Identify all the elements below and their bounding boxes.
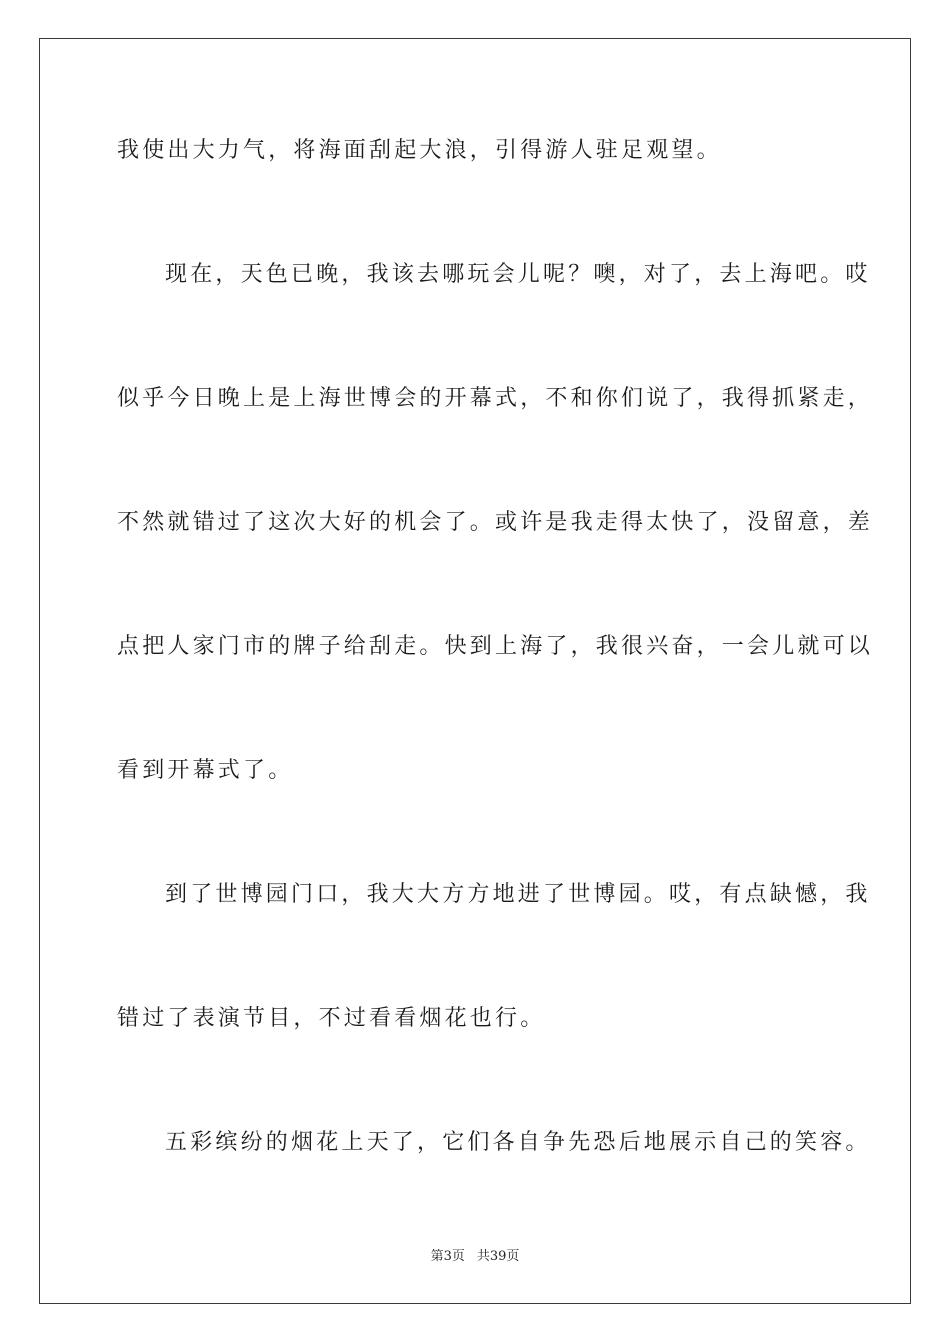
paragraph-line: 看到开幕式了。 bbox=[117, 758, 294, 783]
page-footer bbox=[0, 1248, 950, 1266]
paragraph-line: 点把人家门市的牌子给刮走。快到上海了，我很兴奋，一会儿就可以 bbox=[117, 634, 874, 659]
page-number: 第3页 bbox=[430, 1249, 465, 1264]
paragraph-line: 似乎今日晚上是上海世博会的开幕式，不和你们说了，我得抓紧走， bbox=[117, 386, 874, 411]
paragraph-line: 不然就错过了这次大好的机会了。或许是我走得太快了，没留意，差 bbox=[117, 510, 874, 535]
paragraph-line: 现在，天色已晚，我该去哪玩会儿呢？噢，对了，去上海吧。哎 bbox=[165, 262, 871, 287]
paragraph-line: 到了世博园门口，我大大方方地进了世博园。哎，有点缺憾，我 bbox=[165, 882, 871, 907]
paragraph-line: 五彩缤纷的烟花上天了，它们各自争先恐后地展示自己的笑容。 bbox=[165, 1130, 871, 1155]
page-border bbox=[39, 38, 911, 1304]
paragraph-line: 错过了表演节目，不过看看烟花也行。 bbox=[117, 1006, 546, 1031]
page-total: 共39页 bbox=[476, 1249, 520, 1264]
paragraph-line: 我使出大力气，将海面刮起大浪，引得游人驻足观望。 bbox=[117, 138, 722, 163]
